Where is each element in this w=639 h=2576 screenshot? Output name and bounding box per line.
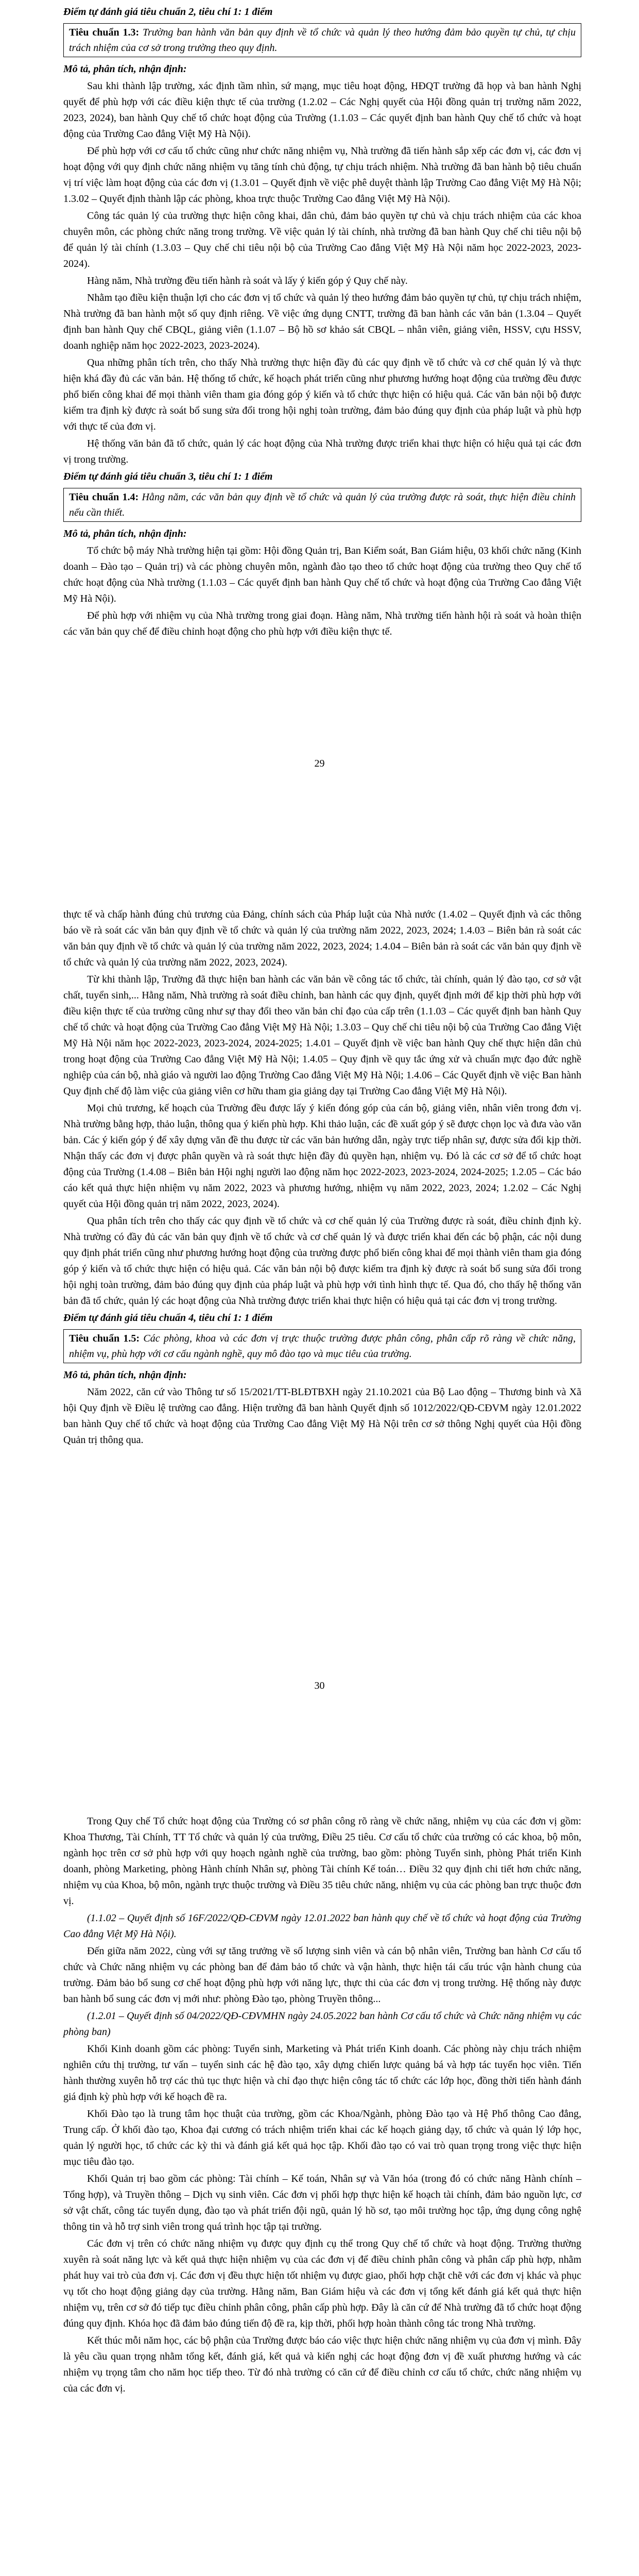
paragraph: Kết thúc mỗi năm học, các bộ phận của Trường được báo cáo việc thực hiện chức năng nhiệm vụ của đơn vị mình. Đây là yêu cầu quan trọng nhằm tổng kết, đánh giá, kết quả và kiến nghị các hoạt động đơn vị đề xuất phương hướng và các nhiệm vụ trọng tâm cho năm học tiếp theo. Từ đó nhà trường có căn cứ để điều chỉnh cơ cấu tổ chức, chức năng nhiệm vụ của các đơn vị. [63,2335,581,2394]
paragraph: Trong Quy chế Tổ chức hoạt động của Trường có sơ phân công rõ ràng về chức năng, nhiệm vụ của các đơn vị gồm: Khoa Thương, Tài Chính, TT Tổ chức và quản lý của trường, Điều 25 tiêu. Cơ cấu tổ chức của trường có các khoa, bộ môn, ngành học trên cơ sở phù hợp với quy hoạch ngành nghề của trường, bao gồm: phòng Tuyển sinh, phòng Phát triển Kinh doanh, phòng Marketing, phòng Hành chính Nhân sự, phòng Tài chính Kế toán… Điều 32 quy định chi tiết hơn chức năng, nhiệm vụ của Khoa, bộ môn, ngành trực thuộc trường và Điều 35 tiêu chức năng, nhiệm vụ của các phòng ban trực thuộc đơn vị. [63,1816,581,1907]
analysis-heading: Mô tả, phân tích, nhận định: [63,528,187,539]
document-page-3 [0,1814,639,2576]
paragraph: Tổ chức bộ máy Nhà trường hiện tại gồm: Hội đồng Quản trị, Ban Kiểm soát, Ban Giám hiệu, 03 khối chức năng (Kinh doanh – Đào tạo – Quản trị) và các phòng chuyên môn, ngành đào tạo theo tổ chức hoạt động của trường theo Quy chế tổ chức hoạt động của Nhà trường (1.1.03 – Các quyết định ban hành Quy chế tổ chức và hoạt động của Trường Cao đẳng Việt Mỹ Hà Nội). [63,545,581,604]
criterion-box-1-4 [63,488,581,522]
criterion-label: Tiêu chuẩn 1.5: [69,1333,140,1344]
paragraph: Khối Quản trị bao gồm các phòng: Tài chính – Kế toán, Nhân sự và Văn hóa (trong đó có chức năng Hành chính – Tổng hợp), và Truyền thông – Dịch vụ sinh viên. Các đơn vị phối hợp thực hiện kế hoạch tài chính, đảm bảo nguồn lực, cơ sở vật chất, công tác tuyển dụng, đào tạo và phát triển đội ngũ, quản lý hồ sơ, tạo môi trường học tập, ứng dụng công nghệ thông tin và hỗ trợ sinh viên trong quá trình học tập tại trường. [63,2173,581,2232]
paragraph: Khối Kinh doanh gồm các phòng: Tuyển sinh, Marketing và Phát triển Kinh doanh. Các phòng này chịu trách nhiệm nghiên cứu thị trường, tư vấn – tuyển sinh các hệ đào tạo, xây dựng chiến lược quảng bá và hợp tác tuyển học viên. Tiến hành thường xuyên hỗ trợ các thủ tục thực hiện và chỉ đạo thực hiện công tác tổ chức các lớp học, đồng thời tiến hành đánh giá định kỳ phù hợp với kế hoạch đề ra. [63,2043,581,2103]
paragraph: Năm 2022, căn cứ vào Thông tư số 15/2021/TT-BLĐTBXH ngày 21.10.2021 của Bộ Lao động – Thương binh và Xã hội Quy định về Điều lệ trường cao đẳng. Hiện trường đã ban hành Quyết định số 1012/2022/QĐ-CĐVM ngày 12.01.2022 ban hành Quy chế tổ chức và hoạt động của Trường Cao đẳng Việt Mỹ Hà Nội trên cơ sở thông Nghị quyết của Hội đồng Quản trị thông qua. [63,1386,581,1446]
analysis-heading: Mô tả, phân tích, nhận định: [63,1369,187,1381]
analysis-heading: Mô tả, phân tích, nhận định: [63,63,187,75]
paragraph: thực tế và chấp hành đúng chủ trương của Đảng, chính sách của Pháp luật của Nhà nước (1.4.02 – Quyết định và các thông báo về rà soát các văn bản quy định về tổ chức và quản lý của trường năm 2022, 2023, 2024; 1.4.03 – Biên bản rà soát các văn bản quy định về tổ chức và quản lý của trường năm 2022, 2023, 2024; 1.4.04 – Biên bản rà soát các văn bản quy định về tổ chức và quản lý của trường năm 2022, 2023, 2024). [63,909,581,968]
document-page-1 [0,4,639,749]
criterion-box-1-5 [63,1329,581,1363]
paragraph: Mọi chủ trương, kế hoạch của Trường đều được lấy ý kiến đóng góp của cán bộ, giảng viên, nhân viên trong đơn vị. Nhà trường bằng hợp, thảo luận, thông qua ý kiến phù hợp. Khi thảo luận, các đề xuất góp ý sẽ được chọn lọc và đưa vào văn bản. Các ý kiến góp ý để xây dựng văn đề thu được từ các văn bản hướng dẫn, ngày trực tiếp nhân sự, được sửa đổi kịp thời. Nhận thấy các đơn vị được phân quyền và rà soát thực hiện đầy đủ quyền hạn, nhiệm vụ. Đó là các cơ sở để tổ chức hoạt động của Trường (1.4.08 – Biên bản Hội nghị người lao động năm học 2022-2023, 2023-2024, 2024-2025; 1.2.05 – Các báo cáo kết quả thực hiện nhiệm vụ năm 2022, 2023 và phương hướng, nhiệm vụ năm 2022, 2023, 2024; 1.2.02 – Các Nghị quyết của Hội đồng quản trị năm 2022, 2023, 2024). [63,1103,581,1210]
paragraph-citation: (1.2.01 – Quyết định số 04/2022/QĐ-CĐVMHN ngày 24.05.2022 ban hành Cơ cấu tổ chức và Chức năng nhiệm vụ các phòng ban) [63,2010,581,2038]
evaluation-score-heading: Điểm tự đánh giá tiêu chuẩn 2, tiêu chí 1: 1 điểm [63,6,273,18]
criterion-label: Tiêu chuẩn 1.3: [69,27,140,38]
paragraph: Hàng năm, Nhà trường đều tiến hành rà soát và lấy ý kiến góp ý Quy chế này. [87,275,408,286]
criterion-box-1-3 [63,23,581,57]
paragraph: Qua những phân tích trên, cho thấy Nhà trường thực hiện đầy đủ các quy định về tổ chức và cơ chế quản lý và thực hiện khá đầy đủ các văn bản. Hệ thống tổ chức, kế hoạch phát triển cũng như phương hướng hoạt động của trường đều được phổ biến công khai để mọi thành viên tham gia đóng góp ý kiến và tổ chức thực hiện có hiệu quả. Các văn bản nội bộ được kiểm tra định kỳ được rà soát bổ sung sửa đổi trong hội nghị toàn trường, đảm bảo đúng quy định của pháp luật và phù hợp với thực tế của đơn vị. [63,357,581,432]
paragraph: Để phù hợp với nhiệm vụ của Nhà trường trong giai đoạn. Hàng năm, Nhà trường tiến hành hội rà soát và hoàn thiện các văn bản quy chế để điều chỉnh hoạt động cho phù hợp với điều kiện thực tế. [63,610,581,637]
paragraph: Qua phân tích trên cho thấy các quy định về tổ chức và cơ chế quản lý của Trường được rà soát, điều chỉnh định kỳ. Nhà trường có đầy đủ các văn bản quy định về tổ chức và cơ chế quản lý và được triển khai đến các bộ phận, các nội dung quy định phát triển cũng như phương hướng hoạt động của trường được phổ biến công khai để mọi thành viên tham gia đóng góp ý kiến và tổ chức thực hiện có hiệu quả. Các văn bản nội bộ được kiểm tra định kỳ được rà soát bổ sung sửa đổi trong hội nghị toàn trường, đảm bảo đúng quy định của pháp luật và phù hợp với tình hình thực tế. Qua đó, cho thấy hệ thống văn bản đã tổ chức, quản lý các hoạt động của Nhà trường được triển khai thực hiện có hiệu quả tại các đơn vị trong trường. [63,1215,581,1307]
page-number: 30 [314,1680,325,1691]
paragraph: Công tác quản lý của trường thực hiện công khai, dân chủ, đảm bảo quyền tự chủ và chịu trách nhiệm của các khoa chuyên môn, các phòng chức năng trong trường. Về việc quản lý tài chính, nhà trường đã ban hành Quy chế chi tiêu nội bộ để quản lý tài chính (1.3.03 – Quy chế chi tiêu nội bộ của Trường Cao đẳng Việt Mỹ Hà Nội năm học 2022-2023, 2023-2024). [63,210,581,269]
paragraph: Đến giữa năm 2022, cùng với sự tăng trưởng về số lượng sinh viên và cán bộ nhân viên, Trường ban hành Cơ cấu tổ chức và Chức năng nhiệm vụ các phòng ban để đảm bảo tổ chức và vận hành, thực hiện tái cấu trúc vận hành chung của trường. Đảm bảo bổ sung cơ chế hoạt động phù hợp với năng lực, thực thi của các đơn vị trong trường. Hệ thống này được ban hành bổ sung các đơn vị mới như: phòng Đào tạo, phòng Truyền thông... [63,1945,581,2005]
paragraph-citation: (1.1.02 – Quyết định số 16F/2022/QĐ-CĐVM ngày 12.01.2022 ban hành quy chế về tổ chức và hoạt động của Trường Cao đẳng Việt Mỹ Hà Nội). [63,1912,581,1940]
criterion-text: Trường ban hành văn bản quy định về tổ chức và quản lý theo hướng đảm bảo quyền tự chủ, tự chịu trách nhiệm của cơ sở trong trường theo quy định. [69,27,576,54]
criterion-text: Các phòng, khoa và các đơn vị trực thuộc trường được phân công, phân cấp rõ ràng về chức năng, nhiệm vụ, phù hợp với cơ cấu ngành nghề, quy mô đào tạo và mục tiêu của trường. [69,1333,576,1360]
evaluation-score-heading: Điểm tự đánh giá tiêu chuẩn 3, tiêu chí 1: 1 điểm [63,471,273,482]
document-page-2 [0,907,639,1669]
paragraph: Các đơn vị trên có chức năng nhiệm vụ được quy định cụ thể trong Quy chế tổ chức và hoạt động. Trường thường xuyên rà soát năng lực và kết quả thực hiện nhiệm vụ của các đơn vị để điều chỉnh phân công và phân cấp phù hợp, nhằm phát huy vai trò của đơn vị. Các đơn vị đều thực hiện tốt nhiệm vụ được giao, phối hợp chặt chẽ với các đơn vị khác và phục vụ tốt cho hoạt động giảng dạy của trường. Hằng năm, Ban Giám hiệu và các đơn vị tổng kết đánh giá kết quả thực hiện nhiệm vụ, trên cơ sở đó tiếp tục điều chỉnh phân công, phân cấp phù hợp. Đây là căn cứ để Nhà trường đã tổ chức hoạt động đúng quy định. Khóa học đã đảm bảo đúng tiến độ đề ra, kịp thời, phối hợp hoàn thành công tác trong Nhà trường. [63,2238,581,2329]
criterion-text: Hằng năm, các văn bản quy định về tổ chức và quản lý của trường được rà soát, thực hiện điều chỉnh nếu cần thiết. [69,492,576,518]
evaluation-score-heading: Điểm tự đánh giá tiêu chuẩn 4, tiêu chí 1: 1 điểm [63,1312,273,1324]
paragraph: Khối Đào tạo là trung tâm học thuật của trường, gồm các Khoa/Ngành, phòng Đào tạo và Hệ Phổ thông Cao đẳng, Trung cấp. Ở khối đào tạo, Khoa đại cương có trách nhiệm triển khai các kế hoạch giảng dạy, tổ chức và quản lý lớp học, quản lý người học, tổ chức các kỳ thi và đánh giá kết quả học tập. Khối đào tạo có vai trò quan trọng trong việc thực hiện mục tiêu đào tạo. [63,2108,581,2167]
page-number: 29 [314,758,325,769]
paragraph: Từ khi thành lập, Trường đã thực hiện ban hành các văn bản về công tác tổ chức, tài chính, quản lý đào tạo, cơ sở vật chất, tuyển sinh,... Hằng năm, Nhà trường rà soát điều chỉnh, ban hành các quy định, quyết định mới để kịp thời phù hợp với điều kiện thực tế của trường cũng như sự thay đổi theo văn bản chỉ đạo của cấp trên (1.1.03 – Các quyết định ban hành Quy chế tổ chức và hoạt động của Trường Cao đẳng Việt Mỹ Hà Nội; 1.3.03 – Quy chế chi tiêu nội bộ của Trường Cao đẳng Việt Mỹ Hà Nội năm học 2022-2023, 2023-2024, 2024-2025; 1.4.01 – Quyết định về việc ban hành Quy chế thực hiện dân chủ trong hoạt động của Trường Cao đẳng Việt Mỹ Hà Nội; 1.4.05 – Quy định về quy tắc ứng xử và chuẩn mực đạo đức nghề nghiệp của cán bộ, nhà giáo và người lao động Trường Cao đẳng Việt Mỹ Hà Nội; 1.4.06 – Các Quyết định về việc Ban hành Quy định chế độ làm việc của giảng viên cơ hữu tham gia giảng dạy tại Trường Cao đẳng Việt Mỹ Hà Nội). [63,974,581,1097]
paragraph: Hệ thống văn bản đã tổ chức, quản lý các hoạt động của Nhà trường được triển khai thực hiện có hiệu quả tại các đơn vị trong trường. [63,438,581,465]
paragraph: Sau khi thành lập trường, xác định tầm nhìn, sứ mạng, mục tiêu hoạt động, HĐQT trường đã họp và ban hành Nghị quyết để phù hợp với các điều kiện thực tế của trường (1.2.02 – Các Nghị quyết của Hội đồng quản trị trường năm 2022, 2023, 2024), ban hành Quy chế tổ chức hoạt động của Trường (1.1.03 – Các quyết định ban hành Quy chế tổ chức và hoạt động của Trường Cao đẳng Việt Mỹ Hà Nội). [63,80,581,140]
paragraph: Để phù hợp với cơ cấu tổ chức cũng như chức năng nhiệm vụ, Nhà trường đã tiến hành sắp xếp các đơn vị, các đơn vị hoạt động với quy định chức năng nhiệm vụ tăng tính chủ động, tự chịu trách nhiệm. Nhà trường đã ban hành bộ tiêu chuẩn vị trí việc làm hoạt động của các đơn vị (1.3.01 – Quyết định về việc phê duyệt thành lập Trường Cao đẳng Việt Mỹ Hà Nội; 1.3.02 – Quyết định thành lập các phòng, khoa trực thuộc Trường Cao đẳng Việt Mỹ Hà Nội). [63,145,581,205]
paragraph: Nhằm tạo điều kiện thuận lợi cho các đơn vị tổ chức và quản lý theo hướng đảm bảo quyền tự chủ, tự chịu trách nhiệm, Nhà trường đã ban hành một số quy định riêng. Về việc ứng dụng CNTT, trường đã ban hành các văn bản (1.3.04 – Quyết định ban hành Quy chế CBQL, giảng viên (1.1.07 – Bộ hồ sơ khảo sát CBQL – nhân viên, giảng viên, HSSV, cựu HSSV, doanh nghiệp năm học 2022-2023, 2023-2024). [63,292,581,351]
criterion-label: Tiêu chuẩn 1.4: [69,492,139,503]
